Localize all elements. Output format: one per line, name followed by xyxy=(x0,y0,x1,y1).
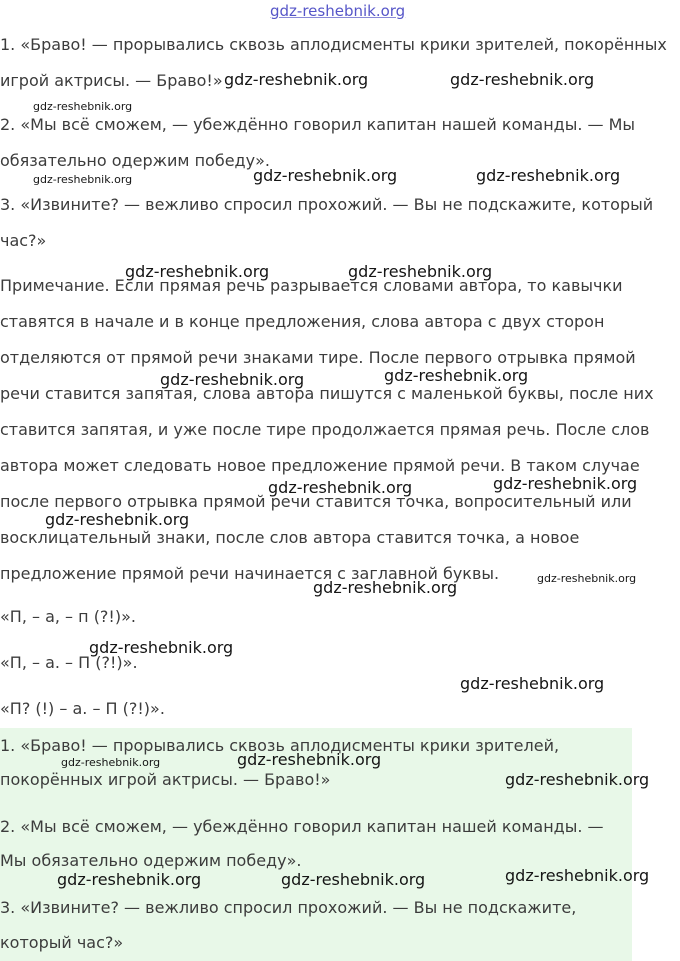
site-header-link[interactable]: gdz-reshebnik.org xyxy=(270,2,406,20)
watermark: gdz-reshebnik.org xyxy=(45,510,190,529)
watermark: gdz-reshebnik.org xyxy=(160,370,305,389)
watermark: gdz-reshebnik.org xyxy=(313,578,458,597)
watermark: gdz-reshebnik.org xyxy=(384,366,529,385)
watermark: gdz-reshebnik.org xyxy=(224,70,369,89)
text-line: после первого отрывка прямой речи ставится точка, вопросительный или xyxy=(0,492,632,511)
text-line: обязательно одержим победу». xyxy=(0,151,270,170)
answer-line: покорённых игрой актрисы. — Браво!» xyxy=(0,770,331,789)
text-line: «П, – а. – П (?!)». xyxy=(0,653,138,672)
text-line: отделяются от прямой речи знаками тире. После первого отрывка прямой xyxy=(0,348,636,367)
answer-line: Мы обязательно одержим победу». xyxy=(0,851,302,870)
watermark: gdz-reshebnik.org xyxy=(505,770,650,789)
text-line: игрой актрисы. — Браво!» xyxy=(0,71,223,90)
answer-line: 1. «Браво! — прорывались сквозь аплодисменты крики зрителей, xyxy=(0,736,560,755)
text-line: «П, – а, – п (?!)». xyxy=(0,607,136,626)
text-line: ставится запятая, и уже после тире продолжается прямая речь. После слов xyxy=(0,420,650,439)
watermark: gdz-reshebnik.org xyxy=(476,166,621,185)
answer-line: 3. «Извините? — вежливо спросил прохожий. — Вы не подскажите, xyxy=(0,898,577,917)
watermark: gdz-reshebnik.org xyxy=(450,70,595,89)
watermark: gdz-reshebnik.org xyxy=(237,750,382,769)
watermark: gdz-reshebnik.org xyxy=(61,756,161,769)
text-line: Примечание. Если прямая речь разрывается словами автора, то кавычки xyxy=(0,276,623,295)
answer-line: который час?» xyxy=(0,933,124,952)
watermark: gdz-reshebnik.org xyxy=(33,173,133,186)
watermark: gdz-reshebnik.org xyxy=(268,478,413,497)
watermark: gdz-reshebnik.org xyxy=(89,638,234,657)
text-line: автора может следовать новое предложение прямой речи. В таком случае xyxy=(0,456,640,475)
text-line: «П? (!) – а. – П (?!)». xyxy=(0,699,165,718)
text-line: речи ставится запятая, слова автора пишутся с маленькой буквы, после них xyxy=(0,384,654,403)
watermark: gdz-reshebnik.org xyxy=(348,262,493,281)
text-line: час?» xyxy=(0,231,47,250)
text-line: 3. «Извините? — вежливо спросил прохожий. — Вы не подскажите, который xyxy=(0,195,654,214)
watermark: gdz-reshebnik.org xyxy=(281,870,426,889)
watermark: gdz-reshebnik.org xyxy=(505,866,650,885)
watermark: gdz-reshebnik.org xyxy=(537,572,637,585)
watermark: gdz-reshebnik.org xyxy=(253,166,398,185)
text-line: восклицательный знаки, после слов автора ставится точка, а новое xyxy=(0,528,580,547)
watermark: gdz-reshebnik.org xyxy=(125,262,270,281)
watermark: gdz-reshebnik.org xyxy=(493,474,638,493)
watermark: gdz-reshebnik.org xyxy=(460,674,605,693)
answer-line: 2. «Мы всё сможем, — убеждённо говорил капитан нашей команды. — xyxy=(0,817,604,836)
text-line: ставятся в начале и в конце предложения, слова автора с двух сторон xyxy=(0,312,605,331)
text-line: 1. «Браво! — прорывались сквозь аплодисменты крики зрителей, покорённых xyxy=(0,35,667,54)
text-line: предложение прямой речи начинается с заглавной буквы. xyxy=(0,564,500,583)
watermark: gdz-reshebnik.org xyxy=(57,870,202,889)
text-line: 2. «Мы всё сможем, — убеждённо говорил капитан нашей команды. — Мы xyxy=(0,115,636,134)
watermark: gdz-reshebnik.org xyxy=(33,100,133,113)
